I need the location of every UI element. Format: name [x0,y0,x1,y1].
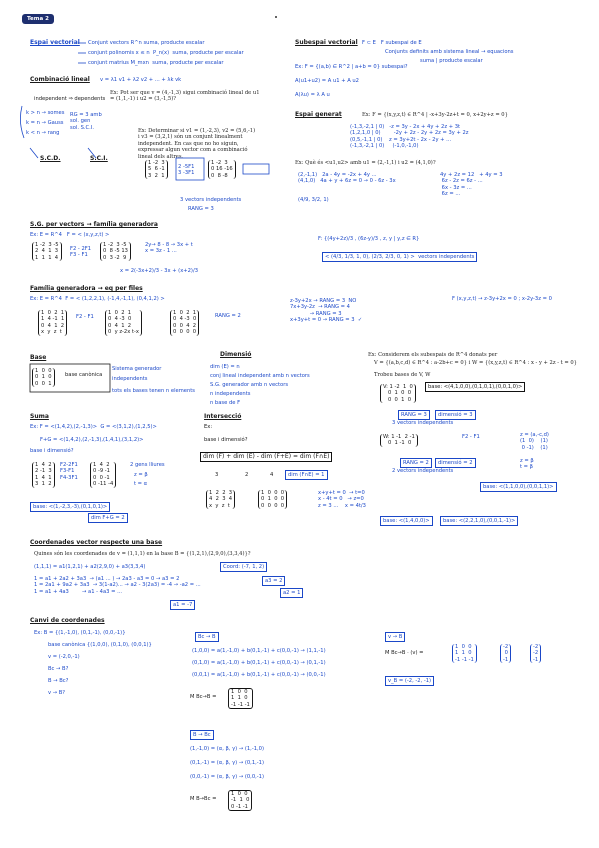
espai-generat-vectors: < (4/3, 1/3, 1, 0), (2/3, 2/3, 0, 1) > vectors independents [322,252,477,262]
bullet-2: k = n → Gauss [26,120,64,126]
suma-q: base i dimensió? [30,448,74,454]
interseccio-dim-4: dim (F∩E) = 1 [285,470,328,480]
suma-fg: F+G = <(1,4,2),(2,-1,3),(1,4,1),(3,1,2)> [40,437,144,443]
espai-generat-ex: Ex: F = {(x,y,z,t) ∈ R^4 | -x+3y-2z+t = 0, x+2y+z = 0} [362,112,508,118]
r4-w-ops: F2 - F1 [462,434,480,440]
r4-rang3: RANG = 3 [398,410,430,420]
combinacio-ex1: Ex: Pot ser que v = (4,-1,3) sigui combinació lineal de u1 = (1,1,-1) i u2 = (3,-1,5)? [110,90,260,103]
bc-b-row-2: (0,1,0) = a(1,-1,0) + b(0,1,-1) + c(0,0,-1) → (0,1,-1) [192,660,326,666]
rang-notes: RG = 3 amb sol. gen sol. S.C.I. [70,112,102,131]
base-title: Base [30,354,47,361]
interseccio-ex: Ex: [204,424,213,430]
subespai-line-6: A(λu) = λ A u [295,92,330,98]
subespai-title: Subespai vectorial [295,39,358,46]
r4-dim3: dimensió = 3 [435,410,476,420]
m1-matrix: 1 0 0 1 1 0 -1 -1 -1 [228,688,253,709]
b-bc-row-3: (0,0,-1) = (α, β, γ) → (0,0,-1) [190,774,264,780]
r4-matrix-w: W: 1 -1 2 -1 0 1 -1 0 [380,434,418,447]
suma-res-1: 2 gens lliures [130,462,165,468]
bc-b-row-1: (1,0,0) = a(1,-1,0) + b(0,1,-1) + c(0,0,-1) → (1,1,-1) [192,648,326,654]
familia-ops: F2 - F1 [76,314,94,320]
vb-result: v_B = (-2, -2, -1) [385,676,434,686]
coordenades-coord: Coord: (-7, 1, 2) [220,562,267,572]
coordenades-q: Quines són les coordenades de v = (1,1,1) en la base B = {(1,2,1),(2,9,0),(3,3,4)}? [34,551,251,557]
coordenades-title: Coordenades vector respecte una base [30,539,163,546]
sg-matrix-2: 1 -2 3 -5 0 8 -5 13 0 3 -2 9 [100,242,131,261]
bc-b-row-3: (0,0,1) = a(1,-1,0) + b(0,1,-1) + c(0,0,-1) → (0,0,-1) [192,672,326,678]
bc-b-label: Bc → B [195,632,219,642]
b-bc-row-1: (1,-1,0) = (α, β, γ) → (1,-1,0) [190,746,264,752]
sg-ops: F2 - 2F1 F3 - F1 [70,246,92,259]
dimensio-line-1: dim (E) = n [210,364,240,370]
subespai-line-5: A(u1+u2) = A u1 + A u2 [295,78,359,84]
canvi-v: v = (-2,0,-1) [48,654,80,660]
base-label: base canònica [65,372,103,378]
subespai-line-1: F ⊂ E F subespai de E [362,40,422,46]
familia-ex: Ex: E = R^4 F = < (1,2,2,1), (-1,4,-1,1), (0,4,1,2) > [30,296,165,302]
bullet-1: k > n → somes [26,110,65,116]
interseccio-matrix: 1 2 2 3 4 2 3 4 x y z t [206,490,235,509]
canvi-title: Canvi de coordenades [30,617,105,624]
sg-matrix: 1 -2 3 -5 2 4 1 3 1 1 1 4 [32,242,62,261]
sg-title: S.G. per vectors → família generadora [30,221,158,228]
bullet-3: k < n → rang [26,130,60,136]
page-dot [275,16,277,18]
familia-matrix-3: 1 0 2 1 0 4 -3 0 0 0 4 2 0 0 0 0 [170,310,199,336]
canvi-q3: v → B? [48,690,66,696]
dimensio-line-2: conj lineal independent amb n vectors [210,373,310,379]
interseccio-formula: dim (F) + dim (E) - dim (F+E) = dim (F∩E) [200,452,332,462]
suma-matrix-2: 1 4 2 0 -9 -1 0 0 -1 0 -11 -4 [90,462,116,488]
interseccio-q: base i dimensió? [204,437,248,443]
interseccio-base: base: <(1,4,0,0)> [380,516,433,526]
r4-text: V = {(a,b,c,d) ∈ R^4 : a-2b+c = 0} i W = {(x,y,z,t) ∈ R^4 : x - y + 2z - t = 0} [374,360,577,366]
matrix-cl-ops: 2 -5F1 3 -3F1 [178,164,195,177]
espai-generat-work-2: (2,-1,1) 2a - 4y = -2x + 4y ... (4,1,0) 4a + y + 6z = 0 → 0 - 6z - 3x [298,172,396,185]
subespai-line-2: Conjunts definits amb sistema lineal → equacions [385,49,514,55]
combinacio-formula: v = λ1 v1 + λ2 v2 + ... + λk vk [100,77,182,83]
subespai-line-3: suma | producte escalar [420,58,483,64]
interseccio-title: Intersecció [204,413,242,420]
espai-generat-title: Espai generat [295,111,342,118]
interseccio-dim-3: 4 [270,472,274,478]
independents-label: independent ⇒ dependents [34,96,106,102]
combinacio-lineal-title: Combinació lineal [30,76,90,83]
interseccio-dim-1: 3 [215,472,219,478]
r4-base-w2: base: <(2,2,1,0),(0,0,1,-1)> [440,516,518,526]
sg-ex: Ex: E = R^4 F = < (x,y,z,t) > [30,232,110,238]
espai-generat-frac: (4/9, 3/2, 1) [298,197,329,203]
suma-ops: F2-2F1 F3-F1 F4-3F1 [60,462,78,481]
cl-rang: RANG = 3 [188,206,214,212]
r4-rang2: RANG = 2 [400,458,432,468]
familia-right: z-3y+2x → RANG = 3 NO 7x+3y-2z → RANG = 4 → RANG = 3 x+3y+t = 0 → RANG = 3 ✓ [290,298,363,324]
cl-result: 3 vectors independents [180,197,242,203]
scd-label: S.C.D. [40,155,61,162]
canvi-q2: B → Bc? [48,678,69,684]
sg-side: 2y→ 8 - 8 → 3x + t x = 3z - 1 ... [145,242,193,255]
canvi-base-canonica: base canònica {(1,0,0), (0,1,0), (0,0,1)} [48,642,152,648]
familia-matrix: 1 0 2 1 1 4 -1 1 0 4 1 2 x y z t [38,310,67,336]
r4-vectors2: 2 vectors independents [392,468,454,474]
suma-matrix: 1 4 2 2 -1 3 1 4 1 3 1 2 [32,462,55,488]
mv-matrix: 1 0 0 1 1 0 -1 -1 -1 [452,644,477,663]
r4-q: Trobeu bases de V, W [374,372,431,378]
base-matrix: 1 0 0 0 1 0 0 0 1 [32,368,55,387]
coordenades-eq: (1,1,1) = a1(1,2,1) + a2(2,9,0) + a3(3,3,4) [34,564,146,570]
mv-label: M Bc→B · (v) = [385,650,424,656]
interseccio-dim-2: 2 [245,472,249,478]
dimensio-line-3: S.G. generador amb n vectors [210,382,289,388]
familia-title: Família generadora → eq per files [30,285,143,292]
interseccio-side: x+y+t = 0 → t=0 x - 4t = 0 → z=0 z = 3 ... x = 4t/3 [318,490,366,509]
espai-vectorial-line-2: conjunt polinomis x ≤ n P_n(x) suma, producte per escalar [88,50,244,56]
canvi-q1: Bc → B? [48,666,69,672]
coord-a1: a1 = -7 [170,600,195,610]
familia-f: F (x,y,z,t) → z-3y+2x = 0 ; x-2y-3z = 0 [452,296,552,302]
interseccio-matrix-2: 1 0 0 0 0 1 0 0 0 0 0 0 [258,490,287,509]
base-bullet-1: Sistema generador [112,366,162,372]
suma-dim: dim F+G = 2 [88,513,128,523]
base-bullet-2: independents [112,376,148,382]
r4-base-v: base: <(4,1,0,0),(0,1,0,1),(0,0,1,0)> [425,382,525,392]
sg-result: x = 2(-3x+2)/3 - 3x + (x+2)/3 [120,268,198,274]
espai-vectorial-title: Espai vectorial [30,39,80,46]
espai-vectorial-line-1: Conjunt vectors R^n suma, producte escalar [88,40,205,46]
r4-base-w: base: <(1,1,0,0),(0,0,1,1)> [480,482,557,492]
familia-matrix-2: 1 0 2 1 0 4 -3 0 0 4 1 2 0 y z-2x t-x [105,310,142,336]
r4-matrix: V: 1 -2 1 0 0 1 0 0 0 0 1 0 [380,384,416,403]
dimensio-title: Dimensió [220,351,252,358]
combinacio-ex2: Ex: Determinar si v1 = (1,-2,3), v2 = (5,6,-1) i v3 = (3,2,1) són un conjunt linealment independent. En cas que no ho siguin, expressar algun vector com a combinació lineal dels altres. [138,128,256,160]
r4-dim2: dimensió = 2 [435,458,476,468]
canvi-ex: Ex: B = {(1,-1,0), (0,1,-1), (0,0,-1)} [34,630,126,636]
familia-rang: RANG = 2 [215,313,241,319]
m1-label: M Bc→B = [190,694,217,700]
r4-title: Ex: Considerem els subespais de R^4 donats per [368,352,498,358]
espai-vectorial-line-3: conjunt matrius M_mxn suma, producte per escalar [88,60,224,66]
espai-generat-ex2: Ex: Què és <u1,u2> amb u1 = (2,-1,1) i u2 = (4,1,0)? [295,160,436,166]
mv-vector: -2 0 -1 [500,644,511,663]
coord-a3: a3 = 2 [262,576,285,586]
mv-result: -2 -2 -1 [530,644,541,663]
matrix-cl: 1 -2 3 5 6 -1 3 2 1 [145,160,168,179]
coordenades-steps: 1 = a1 + 2a2 + 3a3 → (a1 ... ) → 2a3 - a3 = 0 → a3 = 2 1 = 2a1 + 9a2 + 3a3 → 3(1-a2)... → a2 - 3(2a3) = -4 → -a2 = ... 1 = a1 + 4a3 → a1 - 4a3 = ... [34,576,201,595]
m2-matrix: 1 0 0 -1 1 0 0 -1 -1 [228,790,252,811]
espai-generat-sol: F: {(4y+2z)/3 , (6z-y)/3 , z, y | y,z ∈ R} [318,236,420,242]
suma-title: Suma [30,413,49,420]
suma-ex: Ex: F = <(1,4,2),(2,-1,3)> G = <(3,1,2),(1,2,5)> [30,424,157,430]
dimensio-line-5: n base de F [210,400,241,406]
matrix-cl-2: 1 -2 3 0 16 -16 0 8 -8 [208,160,236,179]
dimensio-line-4: n independents [210,391,251,397]
b-bc-row-2: (0,1,-1) = (α, β, γ) → (0,1,-1) [190,760,264,766]
subespai-line-4: Ex: F = {(a,b) ∈ R^2 | a+b = 0} subespai? [295,64,408,70]
sci-label: S.C.I. [90,155,108,162]
suma-base: base: <(1,-2,3,-3),(0,1,0,1)> [30,502,110,512]
espai-generat-side: 4y + 2z = 12 + 4y = 3 6z - 2z = 6z - ... 6x - 3z = ... 6z = ... [440,172,503,198]
suma-res-3: t = α [134,481,148,487]
b-bc-label: B → Bc [190,730,214,740]
vb-label: v → B [385,632,405,642]
m2-label: M B→Bc = [190,796,217,802]
r4-w-side: z = (a,-c,d) (1 0) (1) 0 -1) (1) z = β t = β [520,432,549,471]
espai-generat-work: (-1,3,-2,1 | 0) -z = 3y - 2x + 4y + 2z + 3t (1,2,1,0 | 0) -2y + 2z - 2y + 2z = 3y + 2z (0,5,-1,1 | 0) z = 3y+2t - 2x - 2y + ... (-1,3,-2,1 | 0) (-1,0,-1,0) [350,124,469,150]
coord-a2: a2 = 1 [280,588,303,598]
r4-vectors: 3 vectors independents [392,420,454,426]
suma-res-2: z = β [134,472,148,478]
base-bullet-3: tots els bases tenen n elements [112,388,195,394]
tema-tab: Tema 2 [22,14,54,24]
